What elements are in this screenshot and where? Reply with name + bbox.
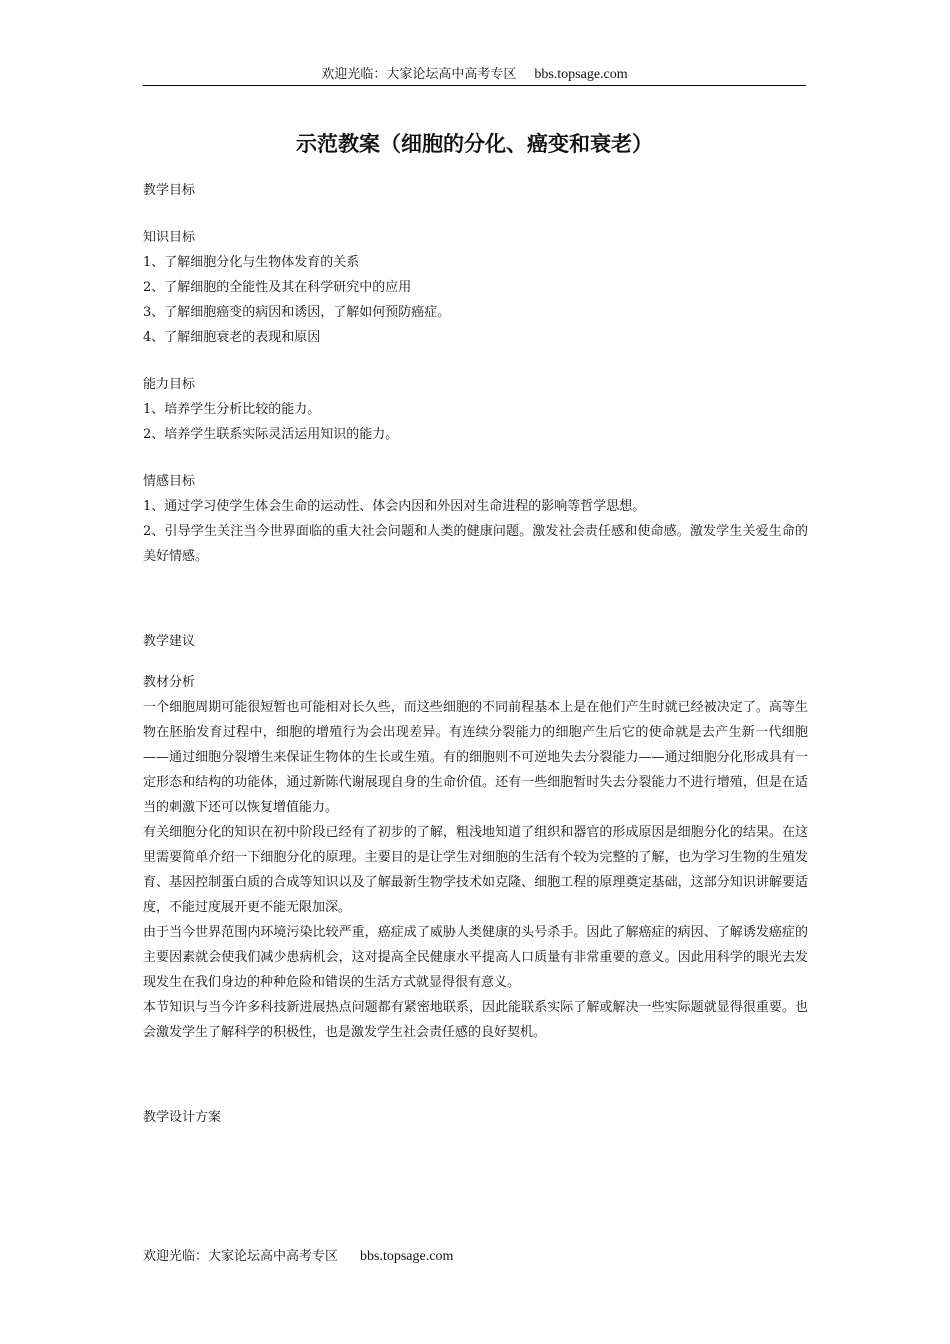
footer-welcome-text: 欢迎光临：大家论坛高中高考专区 [143,1249,339,1264]
ability-goal-item: 2、培养学生联系实际灵活运用知识的能力。 [143,427,399,442]
ability-goal-item: 1、培养学生分析比较的能力。 [143,402,321,417]
page-header [143,66,806,84]
analysis-paragraph: 本节知识与当今许多科技新进展热点问题都有紧密地联系，因此能联系实际了解或解决一些实际题就显得很重要。也会激发学生了解科学的积极性，也是激发学生社会责任感的良好契机。 [143,1000,808,1040]
knowledge-goal-item: 2、了解细胞的全能性及其在科学研究中的应用 [143,280,412,295]
analysis-paragraph: 由于当今世界范围内环境污染比较严重，癌症成了威胁人类健康的头号杀手。因此了解癌症的病因、了解诱发癌症的主要因素就会使我们减少患病机会，这对提高全民健康水平提高人口质量有非常重要的意义。因此用科学的眼光去发现发生在我们身边的种种危险和错误的生活方式就显得很有意义。 [143,925,808,990]
knowledge-goal-item: 1、了解细胞分化与生物体发育的关系 [143,255,360,270]
header-welcome-text: 欢迎光临：大家论坛高中高考专区 [321,67,517,82]
header-divider [143,85,806,86]
document-title: 示范教案（细胞的分化、癌变和衰老） [296,131,653,156]
emotion-goal-item: 2、引导学生关注当今世界面临的重大社会问题和人类的健康问题。激发社会责任感和使命感。激发学生关爱生命的美好情感。 [143,524,808,564]
analysis-paragraph: 有关细胞分化的知识在初中阶段已经有了初步的了解，粗浅地知道了组织和器官的形成原因是细胞分化的结果。在这里需要简单介绍一下细胞分化的原理。主要目的是让学生对细胞的生活有个较为完整的了解，也为学习生物的生殖发育、基因控制蛋白质的合成等知识以及了解最新生物学技术如克隆、细胞工程的原理奠定基础，这部分知识讲解要适度，不能过度展开更不能无限加深。 [143,825,808,915]
knowledge-goal-item: 3、了解细胞癌变的病因和诱因，了解如何预防癌症。 [143,305,451,320]
subheading-knowledge-goals: 知识目标 [143,230,196,245]
footer-url-link[interactable]: bbs.topsage.com [360,1249,454,1264]
knowledge-goal-item: 4、了解细胞衰老的表现和原因 [143,330,321,345]
analysis-paragraph: 一个细胞周期可能很短暂也可能相对长久些，而这些细胞的不同前程基本上是在他们产生时就已经被决定了。高等生物在胚胎发育过程中，细胞的增殖行为会出现差异。有连续分裂能力的细胞产生后它的使命就是去产生新一代细胞——通过细胞分裂增生来保证生物体的生长或生殖。有的细胞则不可逆地失去分裂能力——通过细胞分化形成具有一定形态和结构的功能体，通过新陈代谢展现自身的生命价值。还有一些细胞暂时失去分裂能力不进行增殖，但是在适当的刺激下还可以恢复增值能力。 [143,700,808,815]
section-heading-teaching-goals: 教学目标 [143,183,196,198]
section-heading-design-plan: 教学设计方案 [143,1110,222,1125]
subheading-ability-goals: 能力目标 [143,377,196,392]
subheading-material-analysis: 教材分析 [143,675,196,690]
subheading-emotion-goals: 情感目标 [143,474,196,489]
header-url-link[interactable]: bbs.topsage.com [534,67,628,82]
emotion-goal-item: 1、通过学习使学生体会生命的运动性、体会内因和外因对生命进程的影响等哲学思想。 [143,499,646,514]
section-heading-teaching-suggestions: 教学建议 [143,634,196,649]
document-body [143,178,808,1130]
page-footer [143,1248,453,1266]
